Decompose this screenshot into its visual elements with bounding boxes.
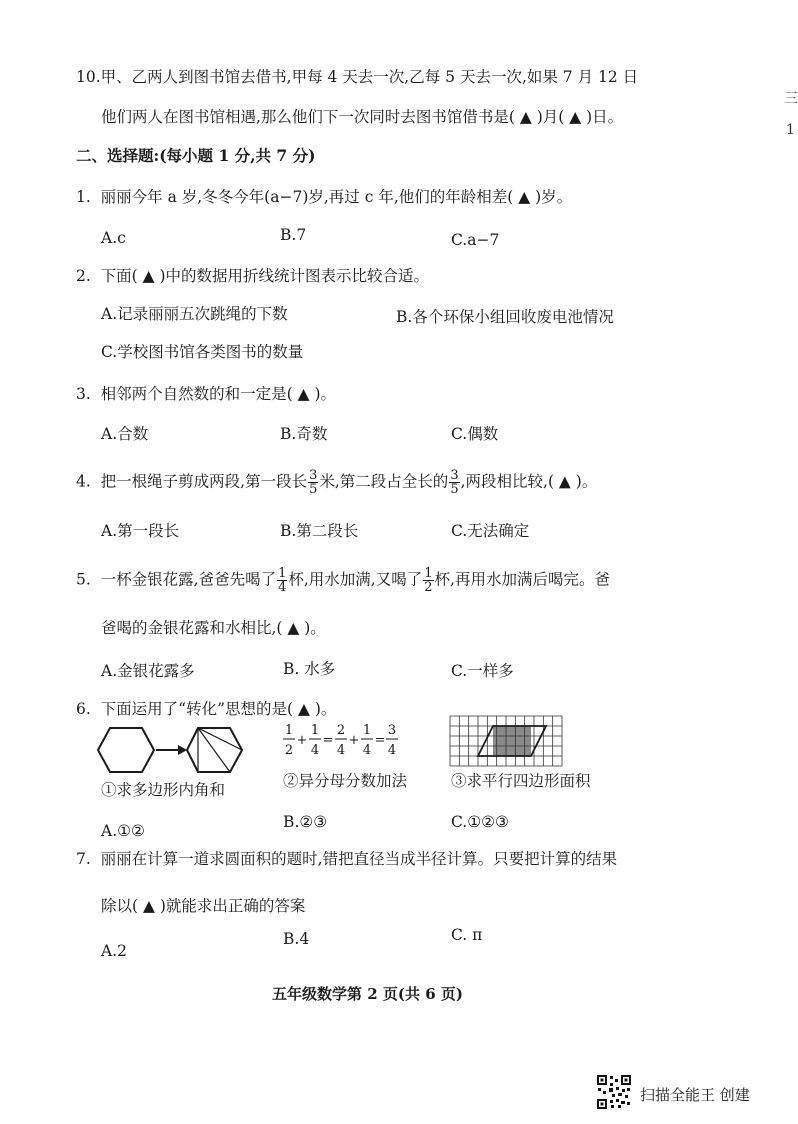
- q4-option-b: B.第二段长: [280, 522, 359, 540]
- q1-text: 丽丽今年 a 岁,冬冬今年(a−7)岁,再过 c 年,他们的年龄相差( ▲ )岁。: [100, 188, 573, 206]
- q2-text: 下面( ▲ )中的数据用折线统计图表示比较合适。: [100, 267, 430, 285]
- q5-frac1-den: 4: [278, 580, 287, 595]
- q4-stem: [76, 469, 597, 496]
- hexagon-shape: [98, 728, 154, 772]
- parallelogram-grid-figure: [450, 716, 562, 766]
- q7-number: 7.: [76, 850, 91, 868]
- eq-f4-num: 1: [362, 723, 372, 738]
- q5-option-a: A.金银花露多: [101, 662, 195, 680]
- eq-f1-den: 2: [284, 743, 294, 758]
- q3-option-b: B.奇数: [280, 425, 328, 443]
- q3-text: 相邻两个自然数的和一定是( ▲ )。: [100, 385, 337, 403]
- eq-f3-den: 4: [336, 743, 346, 758]
- q4-number: 4.: [76, 472, 91, 491]
- camscanner-watermark: 扫描全能王 创建: [640, 1086, 750, 1104]
- polygon-angle-figure: [98, 726, 248, 774]
- q1-stem: [76, 187, 572, 207]
- q4-text-b: 米,第二段占全长的: [319, 472, 449, 491]
- q3-option-c: C.偶数: [451, 425, 499, 443]
- q2-option-c: C.学校图书馆各类图书的数量: [101, 343, 304, 361]
- q4-frac2-den: 5: [450, 482, 459, 497]
- q5-frac2-den: 2: [424, 580, 433, 595]
- q10-line2: 他们两人在图书馆相遇,那么他们下一次同时去图书馆借书是( ▲ )月( ▲ )日。: [101, 108, 624, 126]
- q2-stem: [76, 266, 429, 286]
- q7-line2: 除以( ▲ )就能求出正确的答案: [101, 897, 306, 915]
- fraction-equation: [280, 718, 398, 764]
- q3-option-a: A.合数: [101, 425, 149, 443]
- page-footer: 五年级数学第 2 页(共 6 页): [272, 985, 463, 1003]
- q6-caption-3: ③求平行四边形面积: [451, 772, 591, 790]
- q6-option-a: A.①②: [101, 822, 145, 840]
- q10-text1: 甲、乙两人到图书馆去借书,甲每 4 天去一次,乙每 5 天去一次,如果 7 月 12 日: [100, 68, 639, 86]
- q6-text: 下面运用了“转化”思想的是( ▲ )。: [100, 700, 337, 718]
- q6-stem: [76, 699, 336, 719]
- q5-number: 5.: [76, 570, 91, 589]
- eq-f2-den: 4: [310, 743, 320, 758]
- q4-option-a: A.第一段长: [101, 522, 180, 540]
- q5-text-c: 杯,再用水加满后喝完。爸: [434, 570, 610, 589]
- q3-number: 3.: [76, 385, 91, 403]
- q7-text1: 丽丽在计算一道求圆面积的题时,错把直径当成半径计算。只要把计算的结果: [100, 850, 618, 868]
- q4-frac2-num: 3: [450, 468, 459, 483]
- q4-frac1-num: 3: [309, 468, 318, 483]
- q5-fraction-1: [277, 567, 287, 594]
- side-mark-1: 三: [784, 91, 798, 107]
- q6-caption-2: ②异分母分数加法: [283, 772, 408, 790]
- eq-op1: +: [296, 733, 308, 748]
- q1-option-b: B.7: [280, 226, 307, 244]
- q7-line1: [76, 849, 617, 869]
- q6-caption-1: ①求多边形内角和: [101, 781, 226, 799]
- section2-title: 二、选择题:(每小题 1 分,共 7 分): [76, 146, 316, 165]
- eq-f4-den: 4: [362, 743, 372, 758]
- eq-f5-den: 4: [387, 743, 397, 758]
- side-mark-2: 1: [786, 122, 795, 138]
- grid-lines: [450, 716, 562, 766]
- q5-stem: [76, 567, 610, 594]
- q7-option-b: B.4: [283, 930, 310, 948]
- eq-f5-num: 3: [387, 723, 397, 738]
- q4-option-c: C.无法确定: [451, 522, 530, 540]
- eq-op2: =: [322, 733, 334, 748]
- q4-frac1-den: 5: [309, 482, 318, 497]
- q1-option-a: A.c: [101, 229, 126, 247]
- q4-fraction-1: [308, 469, 318, 496]
- q5-frac1-num: 1: [278, 566, 287, 581]
- q6-option-b: B.②③: [283, 813, 328, 831]
- q2-option-b: B.各个环保小组回收废电池情况: [396, 308, 614, 326]
- q6-option-c: C.①②③: [451, 813, 509, 831]
- qr-code-icon: [596, 1074, 632, 1110]
- q4-fraction-2: [449, 469, 459, 496]
- q3-stem: [76, 384, 336, 404]
- q4-text-c: ,两段相比较,( ▲ )。: [460, 472, 598, 491]
- q5-option-c: C.一样多: [451, 662, 514, 680]
- diagonal-line: [198, 728, 230, 772]
- q5-text-a: 一杯金银花露,爸爸先喝了: [100, 570, 277, 589]
- q5-frac2-num: 1: [424, 566, 433, 581]
- eq-f1-num: 1: [284, 723, 294, 738]
- q4-text-a: 把一根绳子剪成两段,第一段长: [100, 472, 308, 491]
- q10-line1: [76, 67, 638, 87]
- q7-option-a: A.2: [101, 942, 127, 960]
- q10-number: 10.: [76, 68, 101, 86]
- q1-option-c: C.a−7: [451, 231, 500, 249]
- eq-f3-num: 2: [336, 723, 346, 738]
- q1-number: 1.: [76, 188, 91, 206]
- eq-op3: +: [348, 733, 360, 748]
- q5-line2: 爸喝的金银花露和水相比,( ▲ )。: [101, 619, 326, 637]
- q5-text-b: 杯,用水加满,又喝了: [288, 570, 423, 589]
- q5-fraction-2: [423, 567, 433, 594]
- q2-option-a: A.记录丽丽五次跳绳的下数: [101, 305, 288, 323]
- eq-op4: =: [374, 733, 386, 748]
- q7-option-c: C. π: [451, 926, 483, 944]
- eq-f2-num: 1: [310, 723, 320, 738]
- q5-option-b: B. 水多: [283, 660, 336, 678]
- arrow-head-icon: [178, 745, 187, 755]
- q2-number: 2.: [76, 267, 91, 285]
- q6-number: 6.: [76, 700, 91, 718]
- shaded-rectangle: [493, 726, 531, 756]
